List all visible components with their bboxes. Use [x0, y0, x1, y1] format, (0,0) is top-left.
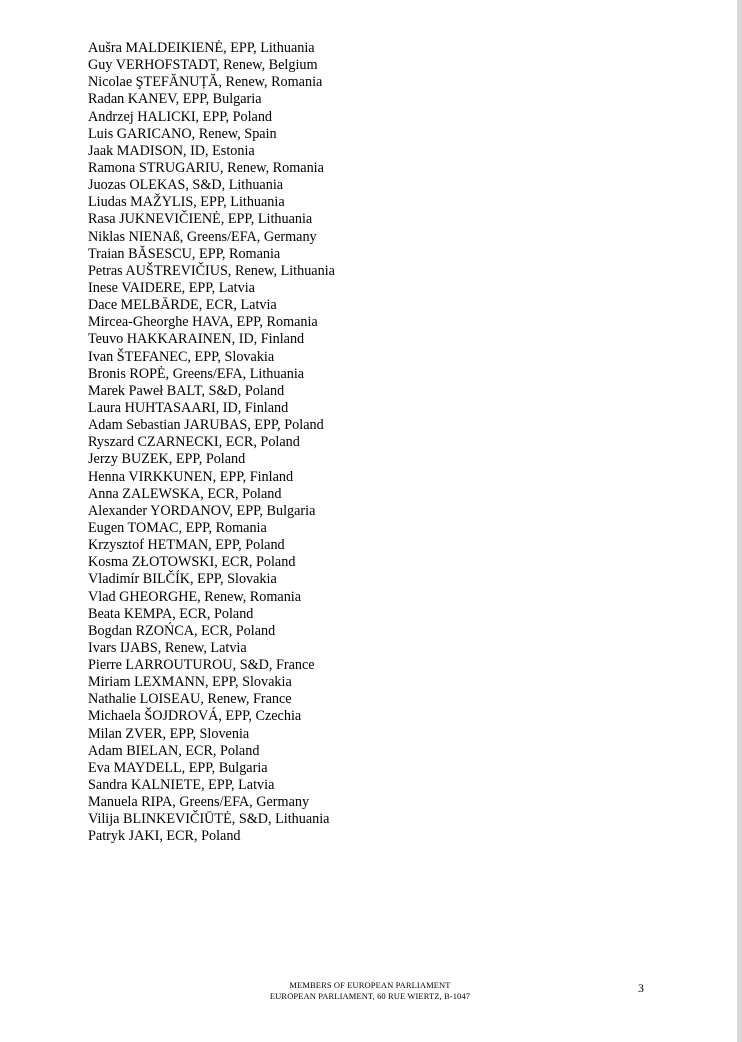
signatory-entry: Rasa JUKNEVIČIENĖ, EPP, Lithuania	[88, 211, 313, 228]
page-footer	[230, 980, 510, 1002]
signatory-entry: Radan KANEV, EPP, Bulgaria	[88, 91, 262, 108]
signatory-entry: Dace MELBĀRDE, ECR, Latvia	[88, 297, 277, 314]
signatory-entry: Juozas OLEKAS, S&D, Lithuania	[88, 177, 284, 194]
signatory-entry: Mircea-Gheorghe HAVA, EPP, Romania	[88, 314, 318, 331]
signatory-entry: Aušra MALDEIKIENĖ, EPP, Lithuania	[88, 40, 315, 56]
signatory-entry: Adam Sebastian JARUBAS, EPP, Poland	[88, 417, 324, 434]
signatory-entry: Pierre LARROUTUROU, S&D, France	[88, 657, 315, 674]
signatory-entry: Miriam LEXMANN, EPP, Slovakia	[88, 674, 292, 691]
signatory-entry: Marek Paweł BALT, S&D, Poland	[88, 382, 285, 399]
signatory-entry: Vilija BLINKEVIČIŪTĖ, S&D, Lithuania	[88, 811, 330, 828]
signatory-entry: Andrzej HALICKI, EPP, Poland	[88, 108, 273, 125]
signatory-entry: Ramona STRUGARIU, Renew, Romania	[88, 159, 324, 176]
signatory-entry: Liudas MAŽYLIS, EPP, Lithuania	[88, 194, 285, 211]
signatory-entry: Eva MAYDELL, EPP, Bulgaria	[88, 759, 268, 776]
signatory-entry: Beata KEMPA, ECR, Poland	[88, 605, 254, 622]
signatory-entry: Teuvo HAKKARAINEN, ID, Finland	[88, 331, 305, 348]
page-number: 3	[638, 981, 644, 995]
signatory-entry: Inese VAIDERE, EPP, Latvia	[88, 279, 255, 296]
signatory-entry: Jerzy BUZEK, EPP, Poland	[88, 451, 246, 468]
signatory-entry: Sandra KALNIETE, EPP, Latvia	[88, 777, 275, 794]
signatory-entry: Guy VERHOFSTADT, Renew, Belgium	[88, 57, 318, 74]
signatory-entry: Vlad GHEORGHE, Renew, Romania	[88, 588, 302, 605]
signatory-entry: Henna VIRKKUNEN, EPP, Finland	[88, 468, 294, 485]
footer-line-1: MEMBERS OF EUROPEAN PARLIAMENT	[289, 980, 451, 990]
signatory-entry: Kosma ZŁOTOWSKI, ECR, Poland	[88, 554, 296, 571]
signatory-entry: Jaak MADISON, ID, Estonia	[88, 142, 255, 159]
signatory-entry: Eugen TOMAC, EPP, Romania	[88, 519, 267, 536]
signatory-entry: Vladimír BILČÍK, EPP, Slovakia	[88, 571, 277, 588]
signatory-entry: Niklas NIENAß, Greens/EFA, Germany	[88, 228, 317, 245]
signatory-entry: Manuela RIPA, Greens/EFA, Germany	[88, 794, 310, 811]
signatory-entry: Ivars IJABS, Renew, Latvia	[88, 639, 247, 656]
signatory-entry: Krzysztof HETMAN, EPP, Poland	[88, 537, 285, 554]
signatory-entry: Nicolae ŞTEFĂNUȚĂ, Renew, Romania	[88, 74, 323, 91]
signatory-entry: Michaela ŠOJDROVÁ, EPP, Czechia	[88, 708, 302, 725]
signatory-entry: Bogdan RZOŃCA, ECR, Poland	[88, 622, 276, 639]
signatory-entry: Patryk JAKI, ECR, Poland	[88, 828, 241, 845]
signatory-entry: Anna ZALEWSKA, ECR, Poland	[88, 485, 282, 502]
signatory-list	[88, 40, 335, 846]
signatory-entry: Bronis ROPĖ, Greens/EFA, Lithuania	[88, 365, 305, 382]
page-edge	[737, 0, 742, 1042]
signatory-entry: Alexander YORDANOV, EPP, Bulgaria	[88, 502, 316, 519]
signatory-entry: Adam BIELAN, ECR, Poland	[88, 742, 260, 759]
signatory-entry: Petras AUŠTREVIČIUS, Renew, Lithuania	[88, 262, 335, 279]
signatory-entry: Luis GARICANO, Renew, Spain	[88, 125, 277, 142]
signatory-entry: Ryszard CZARNECKI, ECR, Poland	[88, 434, 300, 451]
signatory-entry: Ivan ŠTEFANEC, EPP, Slovakia	[88, 348, 275, 365]
signatory-entry: Laura HUHTASAARI, ID, Finland	[88, 399, 289, 416]
signatory-entry: Milan ZVER, EPP, Slovenia	[88, 725, 250, 742]
signatory-entry: Traian BĂSESCU, EPP, Romania	[88, 245, 281, 262]
signatory-entry: Nathalie LOISEAU, Renew, France	[88, 691, 292, 708]
footer-line-2: EUROPEAN PARLIAMENT, 60 RUE WIERTZ, B-1047	[269, 991, 471, 1001]
